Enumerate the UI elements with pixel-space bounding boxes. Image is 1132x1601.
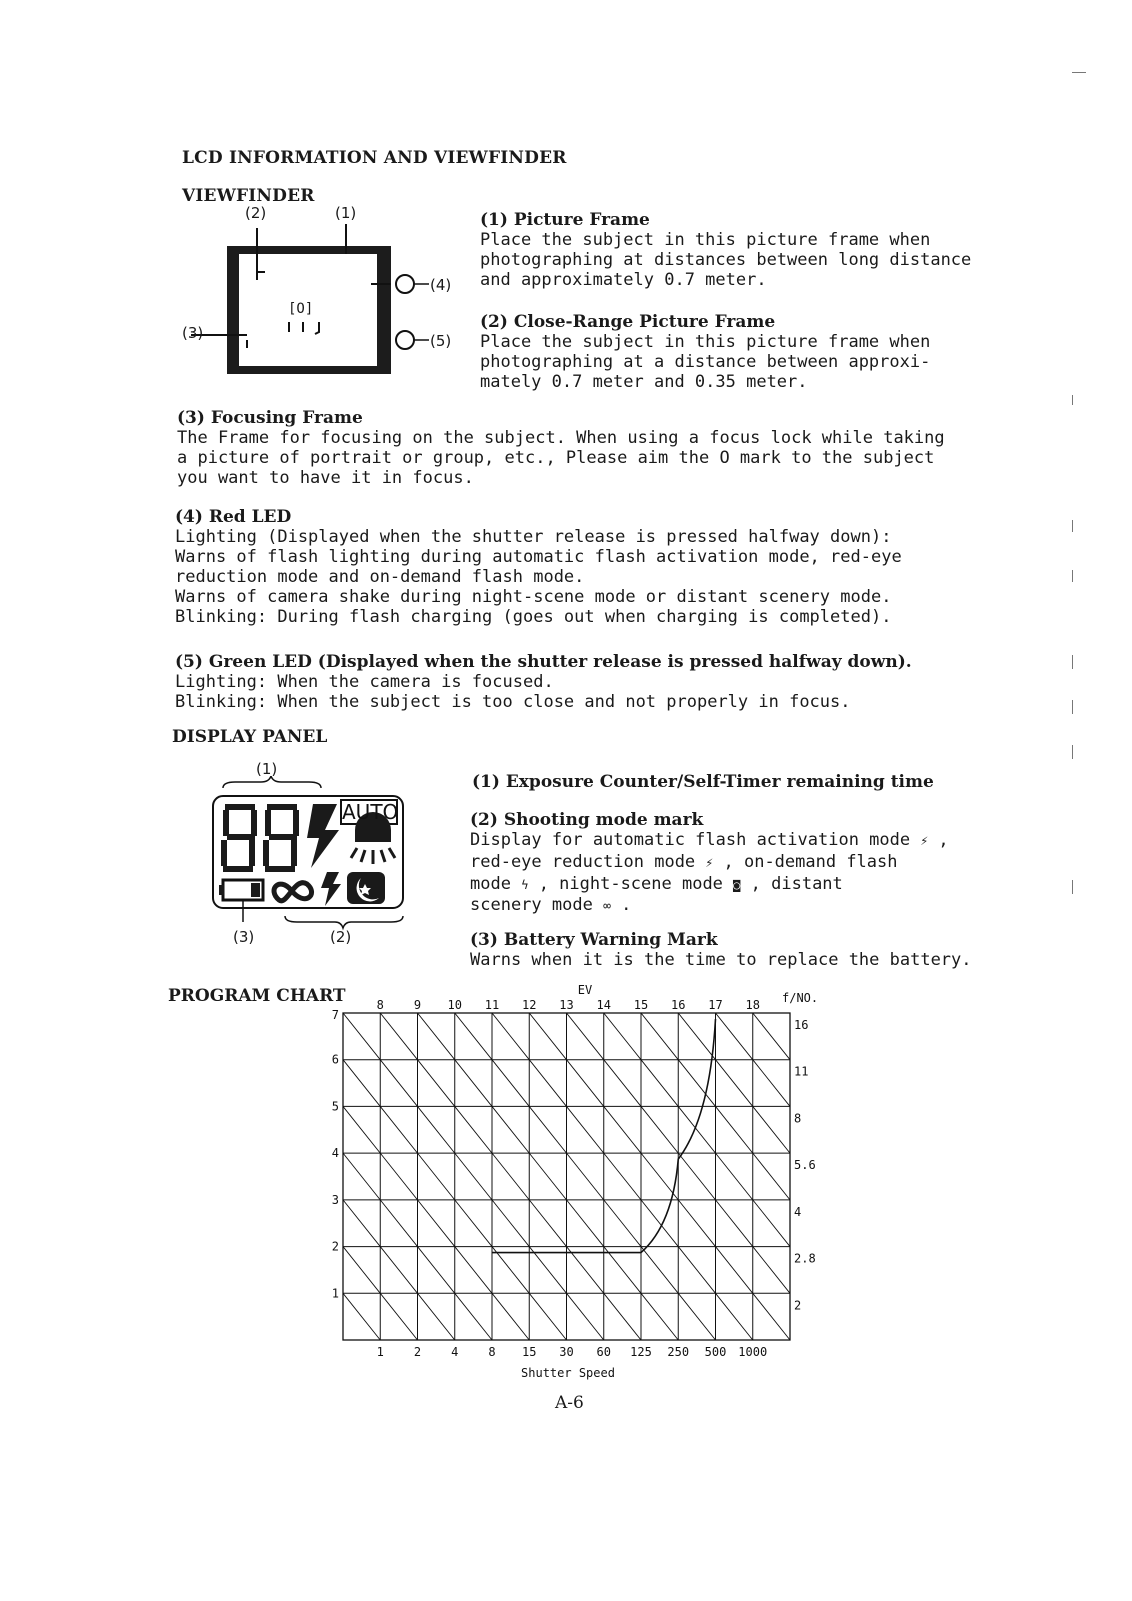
x-tick-label: 125 (630, 1345, 652, 1359)
ev-diagonal (641, 1106, 678, 1153)
dp-item-3-title: (3) Battery Warning Mark (470, 930, 718, 950)
ev-diagonal (604, 1293, 641, 1340)
dp-item-2-text: red-eye reduction mode (470, 852, 696, 872)
vf-item-1-line: Place the subject in this picture frame when (480, 230, 931, 250)
auto-flash-icon: ⚡ (920, 834, 929, 849)
scan-edge-mark (1072, 655, 1073, 669)
dp-item-2-text: . (621, 895, 632, 915)
red-led-title: (4) Red LED (175, 507, 292, 527)
ev-diagonal (380, 1247, 417, 1294)
ev-diagonal (455, 1153, 492, 1200)
vf-callout-1: (1) (335, 204, 357, 222)
y-tick-label-right: 8 (794, 1111, 802, 1126)
ev-tick-label: 12 (522, 998, 537, 1012)
red-led-line: Warns of flash lighting during automatic flash activation mode, red-eye (175, 547, 902, 567)
ev-diagonal (380, 1060, 417, 1107)
vf-item-2-line: photographing at a distance between approxi- (480, 352, 931, 372)
x-tick-label: 250 (667, 1345, 690, 1359)
dp-callout-2: (2) (330, 928, 352, 946)
chart-grid (343, 1013, 790, 1340)
dp-item-2-text: , on-demand flash (723, 852, 898, 872)
ev-diagonal (716, 1106, 753, 1153)
page-title: LCD INFORMATION AND VIEWFINDER (182, 148, 567, 168)
ev-diagonal (529, 1200, 566, 1247)
vf-callout-5: (5) (430, 332, 452, 350)
y-tick-label-right: 2.8 (794, 1251, 816, 1266)
y-tick-label-right: 11 (794, 1064, 809, 1079)
scan-edge-mark (1072, 745, 1073, 759)
y-tick-label-left: 4 (331, 1146, 339, 1161)
ev-diagonal (604, 1106, 641, 1153)
dp-callout-1: (1) (256, 760, 278, 778)
scan-edge-mark (1072, 395, 1073, 405)
ev-diagonal (567, 1247, 604, 1294)
scan-edge-mark (1072, 520, 1073, 532)
ev-diagonal (492, 1060, 529, 1107)
ev-diagonal (492, 1293, 529, 1340)
program-chart-heading: PROGRAM CHART (168, 986, 346, 1006)
ev-diagonal (678, 1106, 715, 1153)
ev-diagonal (678, 1013, 715, 1060)
ev-diagonal (343, 1106, 380, 1153)
ev-tick-label: 13 (559, 998, 574, 1012)
ev-diagonal (716, 1247, 753, 1294)
ev-diagonal (529, 1293, 566, 1340)
vf-item-2-line: mately 0.7 meter and 0.35 meter. (480, 372, 808, 392)
ev-diagonal (753, 1153, 790, 1200)
ev-diagonal (567, 1013, 604, 1060)
vf-callout-2: (2) (245, 204, 267, 222)
focusing-frame-title: (3) Focusing Frame (177, 408, 363, 428)
ev-diagonal (716, 1013, 753, 1060)
red-led-line: Blinking: During flash charging (goes out when charging is completed). (175, 607, 892, 627)
ev-diagonal (343, 1200, 380, 1247)
y-tick-label-left: 1 (331, 1286, 339, 1301)
ev-diagonal (604, 1153, 641, 1200)
dp-item-3-line: Warns when it is the time to replace the battery. (470, 950, 972, 970)
ev-diagonal (678, 1060, 715, 1107)
ev-diagonal (418, 1153, 455, 1200)
x-tick-label: 2 (413, 1345, 422, 1359)
ev-diagonal (753, 1247, 790, 1294)
ev-diagonal (380, 1153, 417, 1200)
ev-diagonal (380, 1013, 417, 1060)
ev-diagonal (418, 1247, 455, 1294)
dp-item-2-text: scenery mode (470, 895, 593, 915)
ev-diagonal (753, 1060, 790, 1107)
x-axis-label: Shutter Speed (521, 1366, 615, 1380)
ev-diagonal (716, 1060, 753, 1107)
ev-diagonal (641, 1200, 678, 1247)
y-tick-label-left: 6 (331, 1052, 339, 1067)
y-tick-label-right: 16 (794, 1018, 809, 1032)
x-tick-label: 1 (376, 1345, 384, 1359)
vf-item-2-title: (2) Close-Range Picture Frame (480, 312, 776, 332)
x-tick-label: 60 (596, 1345, 611, 1359)
ev-diagonal (529, 1247, 566, 1294)
scan-edge-mark (1072, 72, 1086, 73)
ev-diagonal (716, 1153, 753, 1200)
dp-item-2-text: Display for automatic flash activation mode (470, 830, 911, 850)
dp-item-2-text: , distant (750, 874, 843, 894)
ev-diagonal (529, 1060, 566, 1107)
y-tick-label-left: 7 (331, 1008, 339, 1022)
red-led-line: Warns of camera shake during night-scene mode or distant scenery mode. (175, 587, 892, 607)
viewfinder-heading: VIEWFINDER (182, 186, 315, 206)
vf-item-1-line: and approximately 0.7 meter. (480, 270, 767, 290)
y-tick-label-right: 2 (794, 1298, 802, 1313)
ev-tick-label: 10 (447, 998, 462, 1012)
ev-diagonal (716, 1293, 753, 1340)
ev-diagonal (455, 1200, 492, 1247)
ev-diagonal (492, 1247, 529, 1294)
ev-diagonal (753, 1013, 790, 1060)
ev-diagonal (492, 1200, 529, 1247)
ev-diagonal (641, 1293, 678, 1340)
focusing-frame-line: a picture of portrait or group, etc., Please aim the O mark to the subject (177, 448, 935, 468)
ev-diagonal (380, 1106, 417, 1153)
y-tick-label-right: 4 (794, 1204, 802, 1219)
y-tick-label-left: 2 (331, 1239, 339, 1254)
ev-diagonal (716, 1200, 753, 1247)
ev-diagonal (455, 1247, 492, 1294)
ev-diagonal (604, 1247, 641, 1294)
ev-diagonal (380, 1200, 417, 1247)
dp-item-2-title: (2) Shooting mode mark (470, 810, 704, 830)
ev-tick-label: 15 (633, 998, 649, 1012)
ev-diagonal (418, 1200, 455, 1247)
green-led-title: (5) Green LED (Displayed when the shutter release is pressed halfway down). (175, 652, 912, 672)
x-tick-label: 500 (704, 1345, 727, 1359)
dp-callout-3: (3) (233, 928, 255, 946)
red-eye-flash-icon: ⚡ (705, 856, 714, 871)
ev-diagonal (343, 1153, 380, 1200)
ev-diagonal (492, 1153, 529, 1200)
x-tick-label: 4 (451, 1345, 459, 1359)
vf-item-2-line: Place the subject in this picture frame when (480, 332, 931, 352)
focusing-frame-line: you want to have it in focus. (177, 468, 474, 488)
ev-diagonal (567, 1153, 604, 1200)
ev-diagonal (678, 1293, 715, 1340)
ev-diagonal (604, 1200, 641, 1247)
ev-diagonal (418, 1106, 455, 1153)
ev-tick-label: 11 (484, 998, 500, 1012)
ev-diagonal (380, 1293, 417, 1340)
ev-tick-label: 8 (376, 998, 384, 1012)
dp-item-2-text: mode (470, 874, 511, 894)
ev-diagonal (343, 1013, 380, 1060)
ev-diagonal (418, 1293, 455, 1340)
ev-diagonal (604, 1013, 641, 1060)
scan-edge-mark (1072, 880, 1073, 894)
ev-diagonal (567, 1200, 604, 1247)
dp-item-1-title: (1) Exposure Counter/Self-Timer remaining time (472, 772, 934, 792)
vf-callout-3: (3) (182, 324, 204, 342)
dp-item-2-line: Display for automatic flash activation mode ⚡ , (470, 830, 949, 850)
green-led-line: Lighting: When the camera is focused. (175, 672, 554, 692)
ev-diagonal (678, 1153, 715, 1200)
night-scene-icon: ◙ (733, 878, 741, 892)
vf-callout-4: (4) (430, 276, 452, 294)
ev-tick-label: 9 (413, 998, 422, 1012)
focusing-frame-line: The Frame for focusing on the subject. When using a focus lock while taking (177, 428, 945, 448)
ev-tick-label: 18 (745, 998, 760, 1012)
ev-diagonal (604, 1060, 641, 1107)
ev-diagonal (343, 1293, 380, 1340)
chart-labels (332, 983, 818, 1380)
ev-diagonal (567, 1060, 604, 1107)
ev-diagonal (641, 1013, 678, 1060)
ev-diagonal (418, 1060, 455, 1107)
x-tick-label: 30 (559, 1345, 574, 1359)
ev-diagonal (343, 1247, 380, 1294)
ev-diagonal (418, 1013, 455, 1060)
chart-title: EV (577, 983, 593, 997)
vf-item-1-line: photographing at distances between long distance (480, 250, 972, 270)
ev-diagonal (753, 1293, 790, 1340)
dp-item-2-text: , night-scene mode (538, 874, 723, 894)
ev-diagonal (753, 1106, 790, 1153)
ev-diagonal (641, 1247, 678, 1294)
ev-tick-label: 16 (671, 998, 686, 1012)
on-demand-flash-icon: ϟ (521, 878, 529, 892)
ev-tick-label: 17 (708, 998, 723, 1012)
y-tick-label-left: 3 (331, 1192, 339, 1207)
red-led-line: reduction mode and on-demand flash mode. (175, 567, 585, 587)
scan-edge-mark (1072, 570, 1073, 582)
ev-diagonal (492, 1013, 529, 1060)
x-tick-label: 1000 (738, 1345, 768, 1359)
ev-diagonal (529, 1106, 566, 1153)
ev-diagonal (567, 1106, 604, 1153)
scan-edge-mark (1072, 700, 1073, 714)
y-tick-label-left: 5 (331, 1099, 339, 1114)
page-number: A-6 (555, 1393, 584, 1413)
ev-diagonal (678, 1247, 715, 1294)
focusing-bracket-text: [O] (288, 301, 314, 317)
x-tick-label: 15 (522, 1345, 537, 1359)
right-axis-label: f/NO. (782, 991, 819, 1005)
ev-diagonal (455, 1060, 492, 1107)
ev-diagonal (641, 1060, 678, 1107)
ev-diagonal (529, 1153, 566, 1200)
ev-diagonal (455, 1106, 492, 1153)
x-tick-label: 8 (488, 1345, 496, 1359)
vf-item-1-title: (1) Picture Frame (480, 210, 650, 230)
ev-diagonal (529, 1013, 566, 1060)
ev-diagonal (455, 1293, 492, 1340)
ev-tick-label: 14 (596, 998, 611, 1012)
display-panel-heading: DISPLAY PANEL (172, 727, 328, 747)
ev-diagonal (678, 1200, 715, 1247)
ev-diagonal (567, 1293, 604, 1340)
infinity-icon: ∞ (603, 899, 611, 914)
ev-diagonal (492, 1106, 529, 1153)
ev-diagonal (343, 1060, 380, 1107)
red-led-line: Lighting (Displayed when the shutter release is pressed halfway down): (175, 527, 892, 547)
ev-diagonal (753, 1200, 790, 1247)
y-tick-label-right: 5.6 (794, 1158, 816, 1173)
lcd-auto-label: AUTO (342, 800, 399, 824)
green-led-line: Blinking: When the subject is too close and not properly in focus. (175, 692, 851, 712)
ev-diagonal (455, 1013, 492, 1060)
